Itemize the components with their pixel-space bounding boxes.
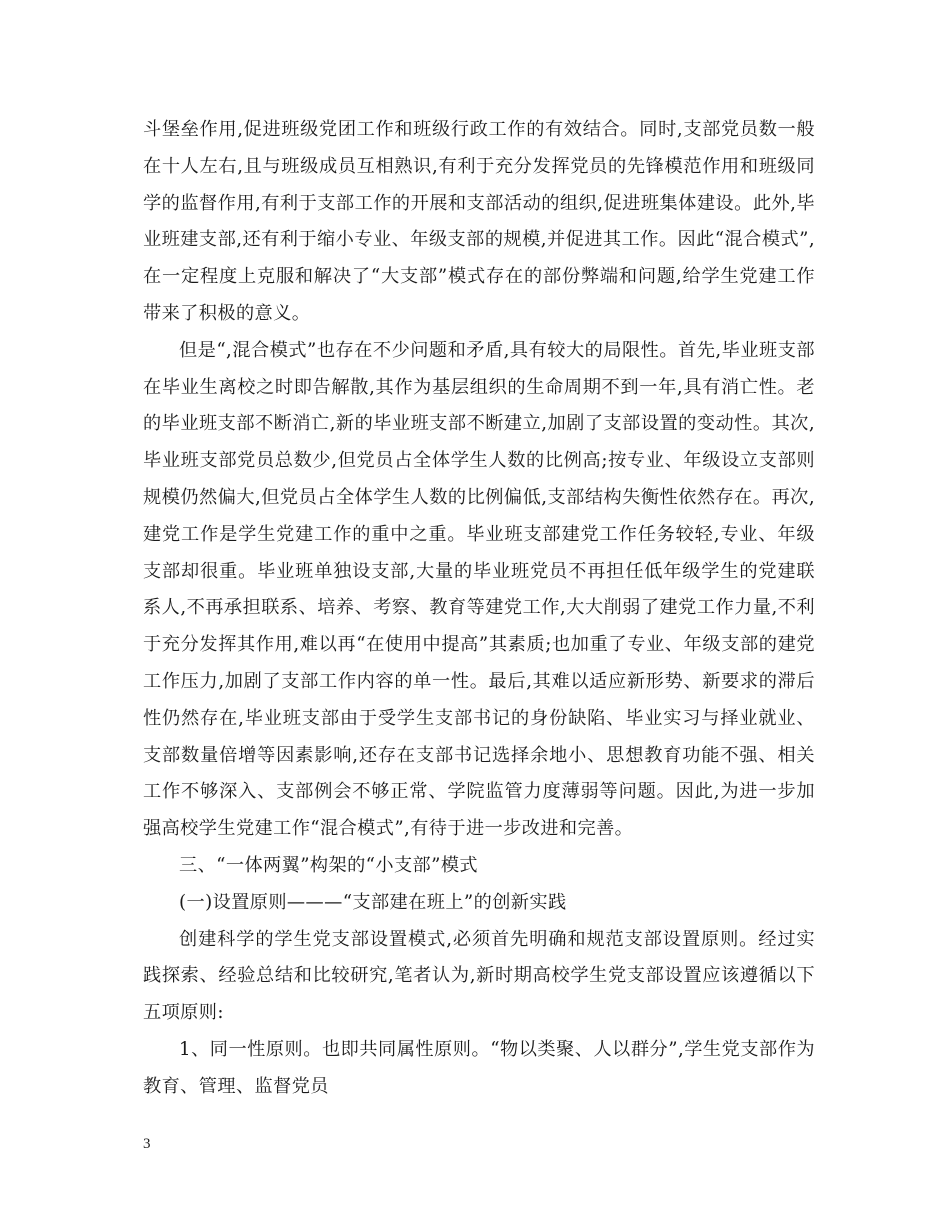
paragraph-continuation: 斗堡垒作用,促进班级党团工作和班级行政工作的有效结合。同时,支部党员数一般在十人左右,且与班级成员互相熟识,有利于充分发挥党员的先锋模范作用和班级同学的监督作用,有利于支部工作的开展和支部活动的组织,促进班集体建设。此外,毕业班建支部,还有利于缩小专业、年级支部的规模,并促进其工作。因此“混合模式”,在一定程度上克服和解决了“大支部”模式存在的部份弊端和问题,给学生党建工作带来了积极的意义。 (143, 119, 815, 324)
document-body (143, 112, 815, 1106)
paragraph-principles-intro: 创建科学的学生党支部设置模式,必须首先明确和规范支部设置原则。经过实践探索、经验总结和比较研究,笔者认为,新时期高校学生党支部设置应该遵循以下五项原则: (143, 928, 815, 1024)
paragraph-principle-1: 1、同一性原则。也即共同属性原则。“物以类聚、人以群分”,学生党支部作为教育、管理、监督党员 (143, 1038, 815, 1097)
section-heading: 三、“一体两翼”构架的“小支部”模式 (179, 854, 479, 876)
paragraph-mixed-model-problems: 但是“,混合模式”也存在不少问题和矛盾,具有较大的局限性。首先,毕业班支部在毕业生离校之时即告解散,其作为基层组织的生命周期不到一年,具有消亡性。老的毕业班支部不断消亡,新的毕业班支部不断建立,加剧了支部设置的变动性。其次,毕业班支部党员总数少,但党员占全体学生人数的比例高;按专业、年级设立支部则规模仍然偏大,但党员占全体学生人数的比例偏低,支部结构失衡性依然存在。再次,建党工作是学生党建工作的重中之重。毕业班支部建党工作任务较轻,专业、年级支部却很重。毕业班单独设支部,大量的毕业班党员不再担任低年级学生的党建联系人,不再承担联系、培养、考察、教育等建党工作,大大削弱了建党工作力量,不利于充分发挥其作用,难以再“在使用中提高”其素质;也加重了专业、年级支部的建党工作压力,加剧了支部工作内容的单一性。最后,其难以适应新形势、新要求的滞后性仍然存在,毕业班支部由于受学生支部书记的身份缺陷、毕业实习与择业就业、支部数量倍增等因素影响,还存在支部书记选择余地小、思想教育功能不强、相关工作不够深入、支部例会不够正常、学院监管力度薄弱等问题。因此,为进一步加强高校学生党建工作“混合模式”,有待于进一步改进和完善。 (143, 339, 815, 840)
subsection-heading: (一)设置原则———“支部建在班上”的创新实践 (179, 891, 567, 913)
page-number: 3 (143, 1136, 151, 1152)
